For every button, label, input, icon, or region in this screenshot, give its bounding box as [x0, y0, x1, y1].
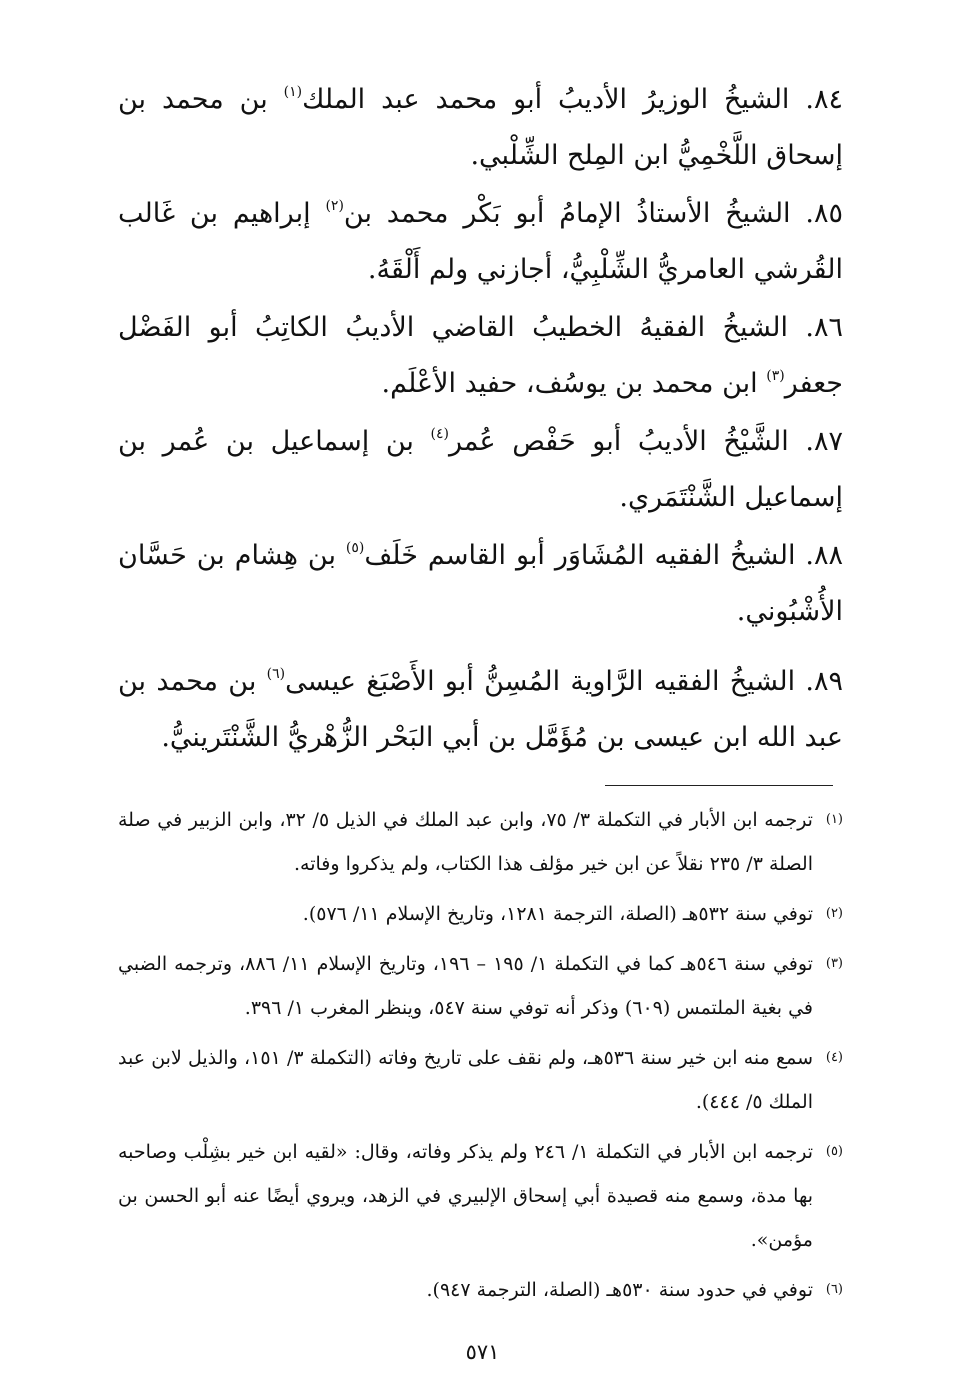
entry-87	[118, 414, 843, 526]
footnote-ref[interactable]: (٥)	[345, 540, 365, 556]
footnote-ref[interactable]: (٢)	[325, 198, 344, 214]
footnote-6	[118, 1268, 843, 1312]
entry-text-cont: ابن محمد بن يوسُف، حفيد الأعْلَم.	[381, 368, 767, 399]
footnote-mark: (٦)	[825, 1282, 843, 1297]
footnote-ref[interactable]: (١)	[283, 84, 303, 100]
footnote-mark: (٢)	[825, 906, 843, 921]
entry-text-cont: بن محمد بن إسحاق اللَّخْمِيُّ ابن المِلح الشِّلْبي.	[118, 84, 843, 171]
footnote-mark: (١)	[825, 812, 843, 827]
entry-number: ٨٨.	[805, 540, 843, 571]
footnote-separator	[605, 785, 833, 786]
entry-text: الشيخُ الفقيه المُشَاوَر أبو القاسم خَلَف	[364, 540, 796, 571]
footnote-1	[118, 798, 843, 886]
entry-number: ٨٤.	[805, 84, 843, 115]
footnote-text: توفي سنة ٥٣٢هـ (الصلة، الترجمة ١٢٨١، وتاريخ الإسلام ١١/ ٥٧٦).	[302, 903, 813, 925]
footnote-ref[interactable]: (٣)	[766, 368, 785, 384]
footnotes	[118, 798, 843, 1318]
entry-number: ٨٥.	[805, 198, 844, 229]
footnote-ref[interactable]: (٦)	[266, 666, 286, 682]
footnote-ref[interactable]: (٤)	[430, 426, 449, 442]
entry-text: الشَّيْخُ الأديبُ أبو حَفْص عُمر	[449, 426, 789, 457]
page-number: ٥٧١	[465, 1340, 500, 1364]
entry-84	[118, 72, 843, 184]
entry-text: الشيخُ الفقيهُ الخطيبُ القاضي الأديبُ الكاتِبُ أبو الفَضْل جعفر	[118, 312, 843, 399]
entry-text-cont: بن إسماعيل بن عُمر بن إسماعيل الشَّنْتَمَري.	[118, 426, 843, 513]
main-text	[118, 72, 843, 766]
footnote-text: توفي في حدود سنة ٥٣٠هـ (الصلة، الترجمة ٩٤٧).	[426, 1279, 813, 1301]
footnote-4	[118, 1036, 843, 1124]
footnote-3	[118, 942, 843, 1030]
footnote-text: توفي سنة ٥٤٦هـ كما في التكملة ١/ ١٩٥ – ١٩٦، وتاريخ الإسلام ١١/ ٨٨٦، وترجمه الضبي في بغية الملتمس (٦٠٩) وذكر أنه توفي سنة ٥٤٧، وينظر المغرب ١/ ٣٩٦.	[118, 953, 813, 1019]
footnote-mark: (٤)	[825, 1050, 843, 1065]
footnote-text: ترجمه ابن الأبار في التكملة ٣/ ٧٥، وابن عبد الملك في الذيل ٥/ ٣٢، وابن الزبير في صلة الصلة ٣/ ٢٣٥ نقلاً عن ابن خير مؤلف هذا الكتاب، ولم يذكروا وفاته.	[118, 809, 813, 875]
entry-text-cont: بن محمد بن عبد الله ابن عيسى بن مُؤَمَّل بن أبي البَحْر الزُّهْريُّ الشَّنْتَرينيُّ.	[118, 666, 843, 753]
entry-text-cont: بن هِشام بن حَسَّان الأُشْبُوني.	[118, 540, 843, 627]
entry-85	[118, 186, 843, 298]
entry-89	[118, 654, 843, 766]
footnote-mark: (٥)	[825, 1144, 843, 1159]
entry-text-cont: إبراهيم بن غَالب القُرشي العامريُّ الشِّلْبِيُّ، أجازني ولم أَلْقَهُ.	[118, 198, 843, 285]
footnote-5	[118, 1130, 843, 1262]
entry-text: الشيخُ الوزيرُ الأديبُ أبو محمد عبد الملك	[302, 84, 790, 115]
entry-number: ٨٧.	[805, 426, 843, 457]
entry-text: الشيخُ الأستاذُ الإمامُ أبو بَكْر محمد بن	[343, 198, 791, 229]
entry-number: ٨٩.	[805, 666, 843, 697]
entry-88	[118, 528, 843, 640]
entry-text: الشيخُ الفقيه الرَّاوية المُسِنُّ أبو الأَصْبَغ عيسى	[285, 666, 796, 697]
footnote-mark: (٣)	[825, 956, 843, 971]
footnote-text: سمع منه ابن خير سنة ٥٣٦هـ، ولم نقف على تاريخ وفاته (التكملة ٣/ ١٥١، والذيل لابن عبد الملك ٥/ ٤٤٤).	[118, 1047, 813, 1113]
entry-86	[118, 300, 843, 412]
entry-number: ٨٦.	[805, 312, 843, 343]
footnote-2	[118, 892, 843, 936]
footnote-text: ترجمه ابن الأبار في التكملة ١/ ٢٤٦ ولم يذكر وفاته، وقال: «لقيه ابن خير بشِلْب وصاحبه بها مدة، وسمع منه قصيدة أبي إسحاق الإلبيري في الزهد، ويروي أيضًا عنه أبو الحسن بن مؤمن».	[118, 1141, 813, 1251]
